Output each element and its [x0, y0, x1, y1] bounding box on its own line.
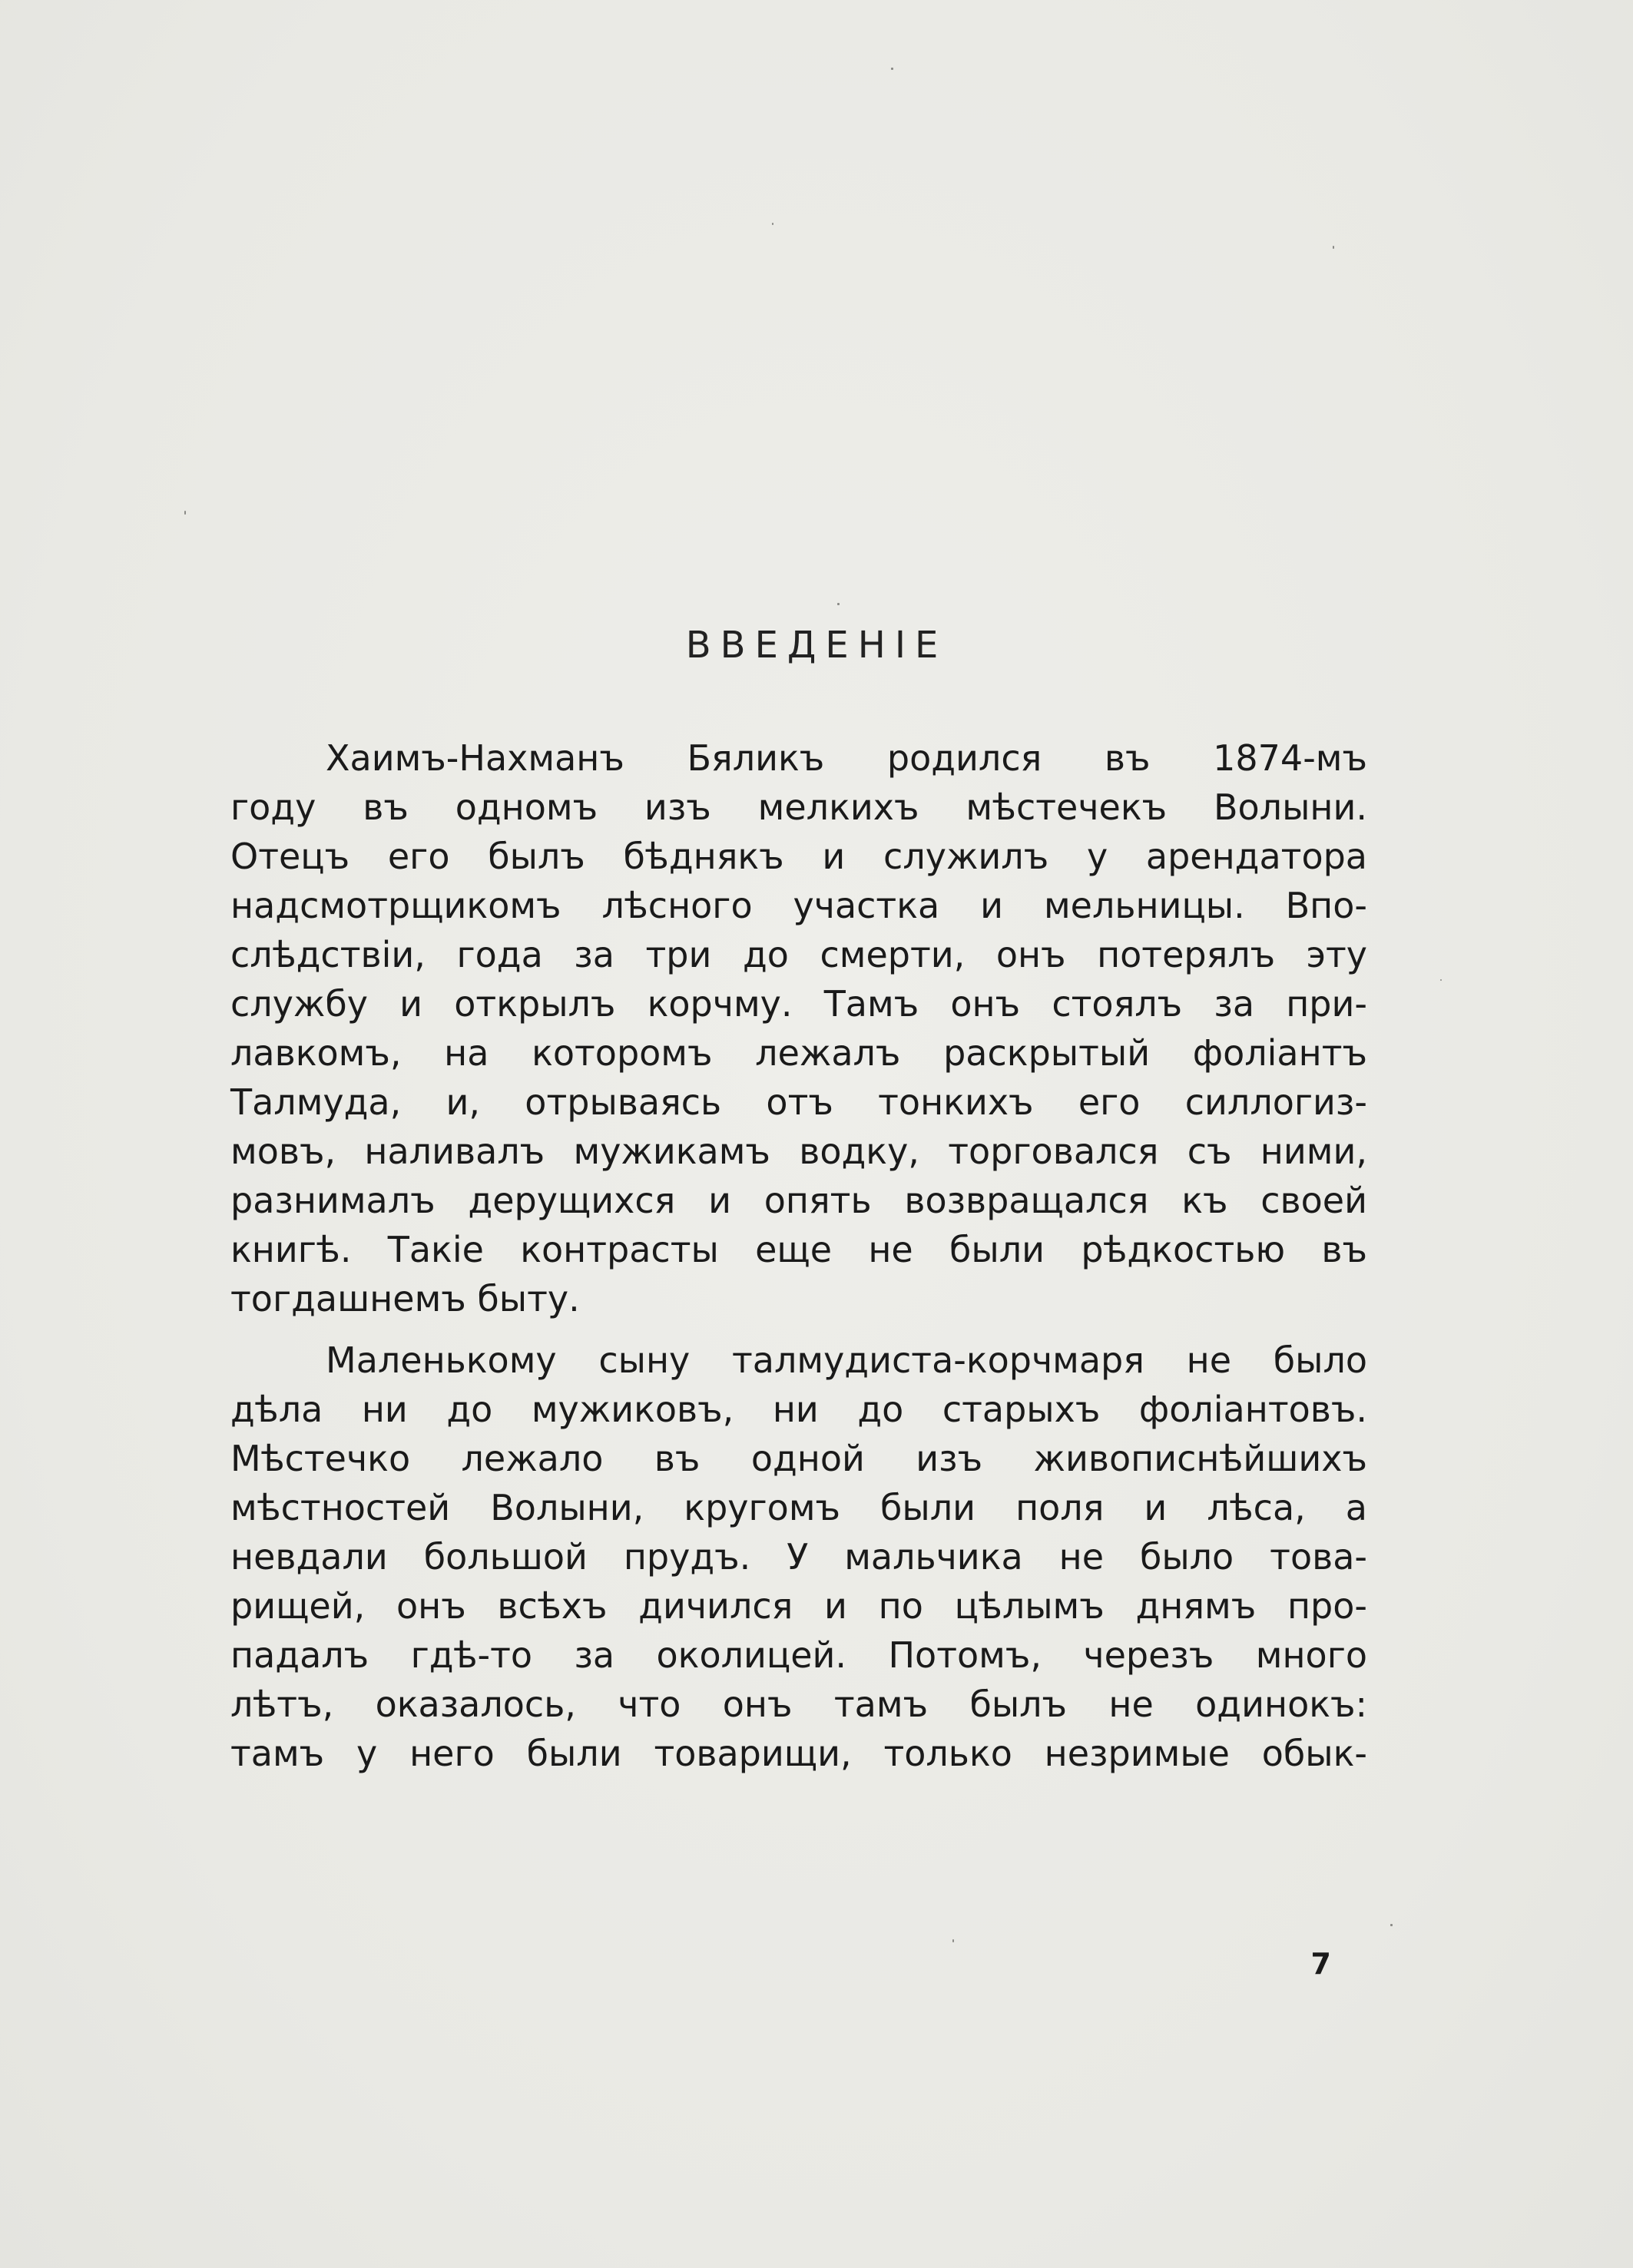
paper-speck	[1440, 979, 1442, 981]
text-line: лавкомъ, на которомъ лежалъ раскрытый фолiантъ	[230, 1032, 1367, 1074]
text-line: падалъ гдѣ-то за околицей. Потомъ, черезъ много	[230, 1634, 1367, 1676]
paper-speck	[184, 511, 186, 515]
paper-speck	[772, 223, 773, 225]
paper-speck	[952, 1939, 954, 1942]
text-line: Талмуда, и, отрываясь отъ тонкихъ его силлогиз-	[230, 1081, 1367, 1123]
text-line: книгѣ. Такiе контрасты еще не были рѣдкостью въ	[230, 1229, 1367, 1270]
text-line: надсмотрщикомъ лѣсного участка и мельницы. Впо-	[230, 885, 1367, 926]
text-line: Мѣстечко лежало въ одной изъ живописнѣйшихъ	[230, 1438, 1367, 1479]
paper-speck	[1390, 1924, 1393, 1926]
paper-speck	[1333, 246, 1334, 249]
text-line: Маленькому сыну талмудиста-корчмаря не было	[326, 1339, 1367, 1381]
text-line: Хаимъ-Нахманъ Бяликъ родился въ 1874-мъ	[326, 737, 1367, 779]
text-line: Отецъ его былъ бѣднякъ и служилъ у арендатора	[230, 836, 1367, 877]
paper-speck	[891, 68, 893, 70]
text-line: службу и открылъ корчму. Тамъ онъ стоялъ за при-	[230, 983, 1367, 1025]
text-line: дѣла ни до мужиковъ, ни до старыхъ фолiантовъ.	[230, 1389, 1367, 1430]
body-text	[230, 733, 1367, 1778]
page-number: 7	[1310, 1947, 1331, 1981]
text-line: мовъ, наливалъ мужикамъ водку, торговался съ ними,	[230, 1131, 1367, 1172]
paragraph-gap	[230, 1323, 1367, 1336]
text-line: разнималъ дерущихся и опять возвращался къ своей	[230, 1180, 1367, 1221]
text-line: невдали большой прудъ. У мальчика не было това-	[230, 1536, 1367, 1578]
text-line: году въ одномъ изъ мелкихъ мѣстечекъ Волыни.	[230, 786, 1367, 828]
text-line: тогдашнемъ быту.	[230, 1278, 580, 1319]
text-line: слѣдствiи, года за три до смерти, онъ потерялъ эту	[230, 934, 1367, 975]
chapter-title: ВВЕДЕНIЕ	[685, 624, 948, 667]
text-line: лѣтъ, оказалось, что онъ тамъ былъ не одинокъ:	[230, 1684, 1367, 1725]
paper-speck	[837, 603, 840, 605]
text-line: рищей, онъ всѣхъ дичился и по цѣлымъ днямъ про-	[230, 1585, 1367, 1627]
text-line: мѣстностей Волыни, кругомъ были поля и лѣса, а	[230, 1487, 1367, 1528]
text-line: тамъ у него были товарищи, только незримые обык-	[230, 1733, 1367, 1774]
